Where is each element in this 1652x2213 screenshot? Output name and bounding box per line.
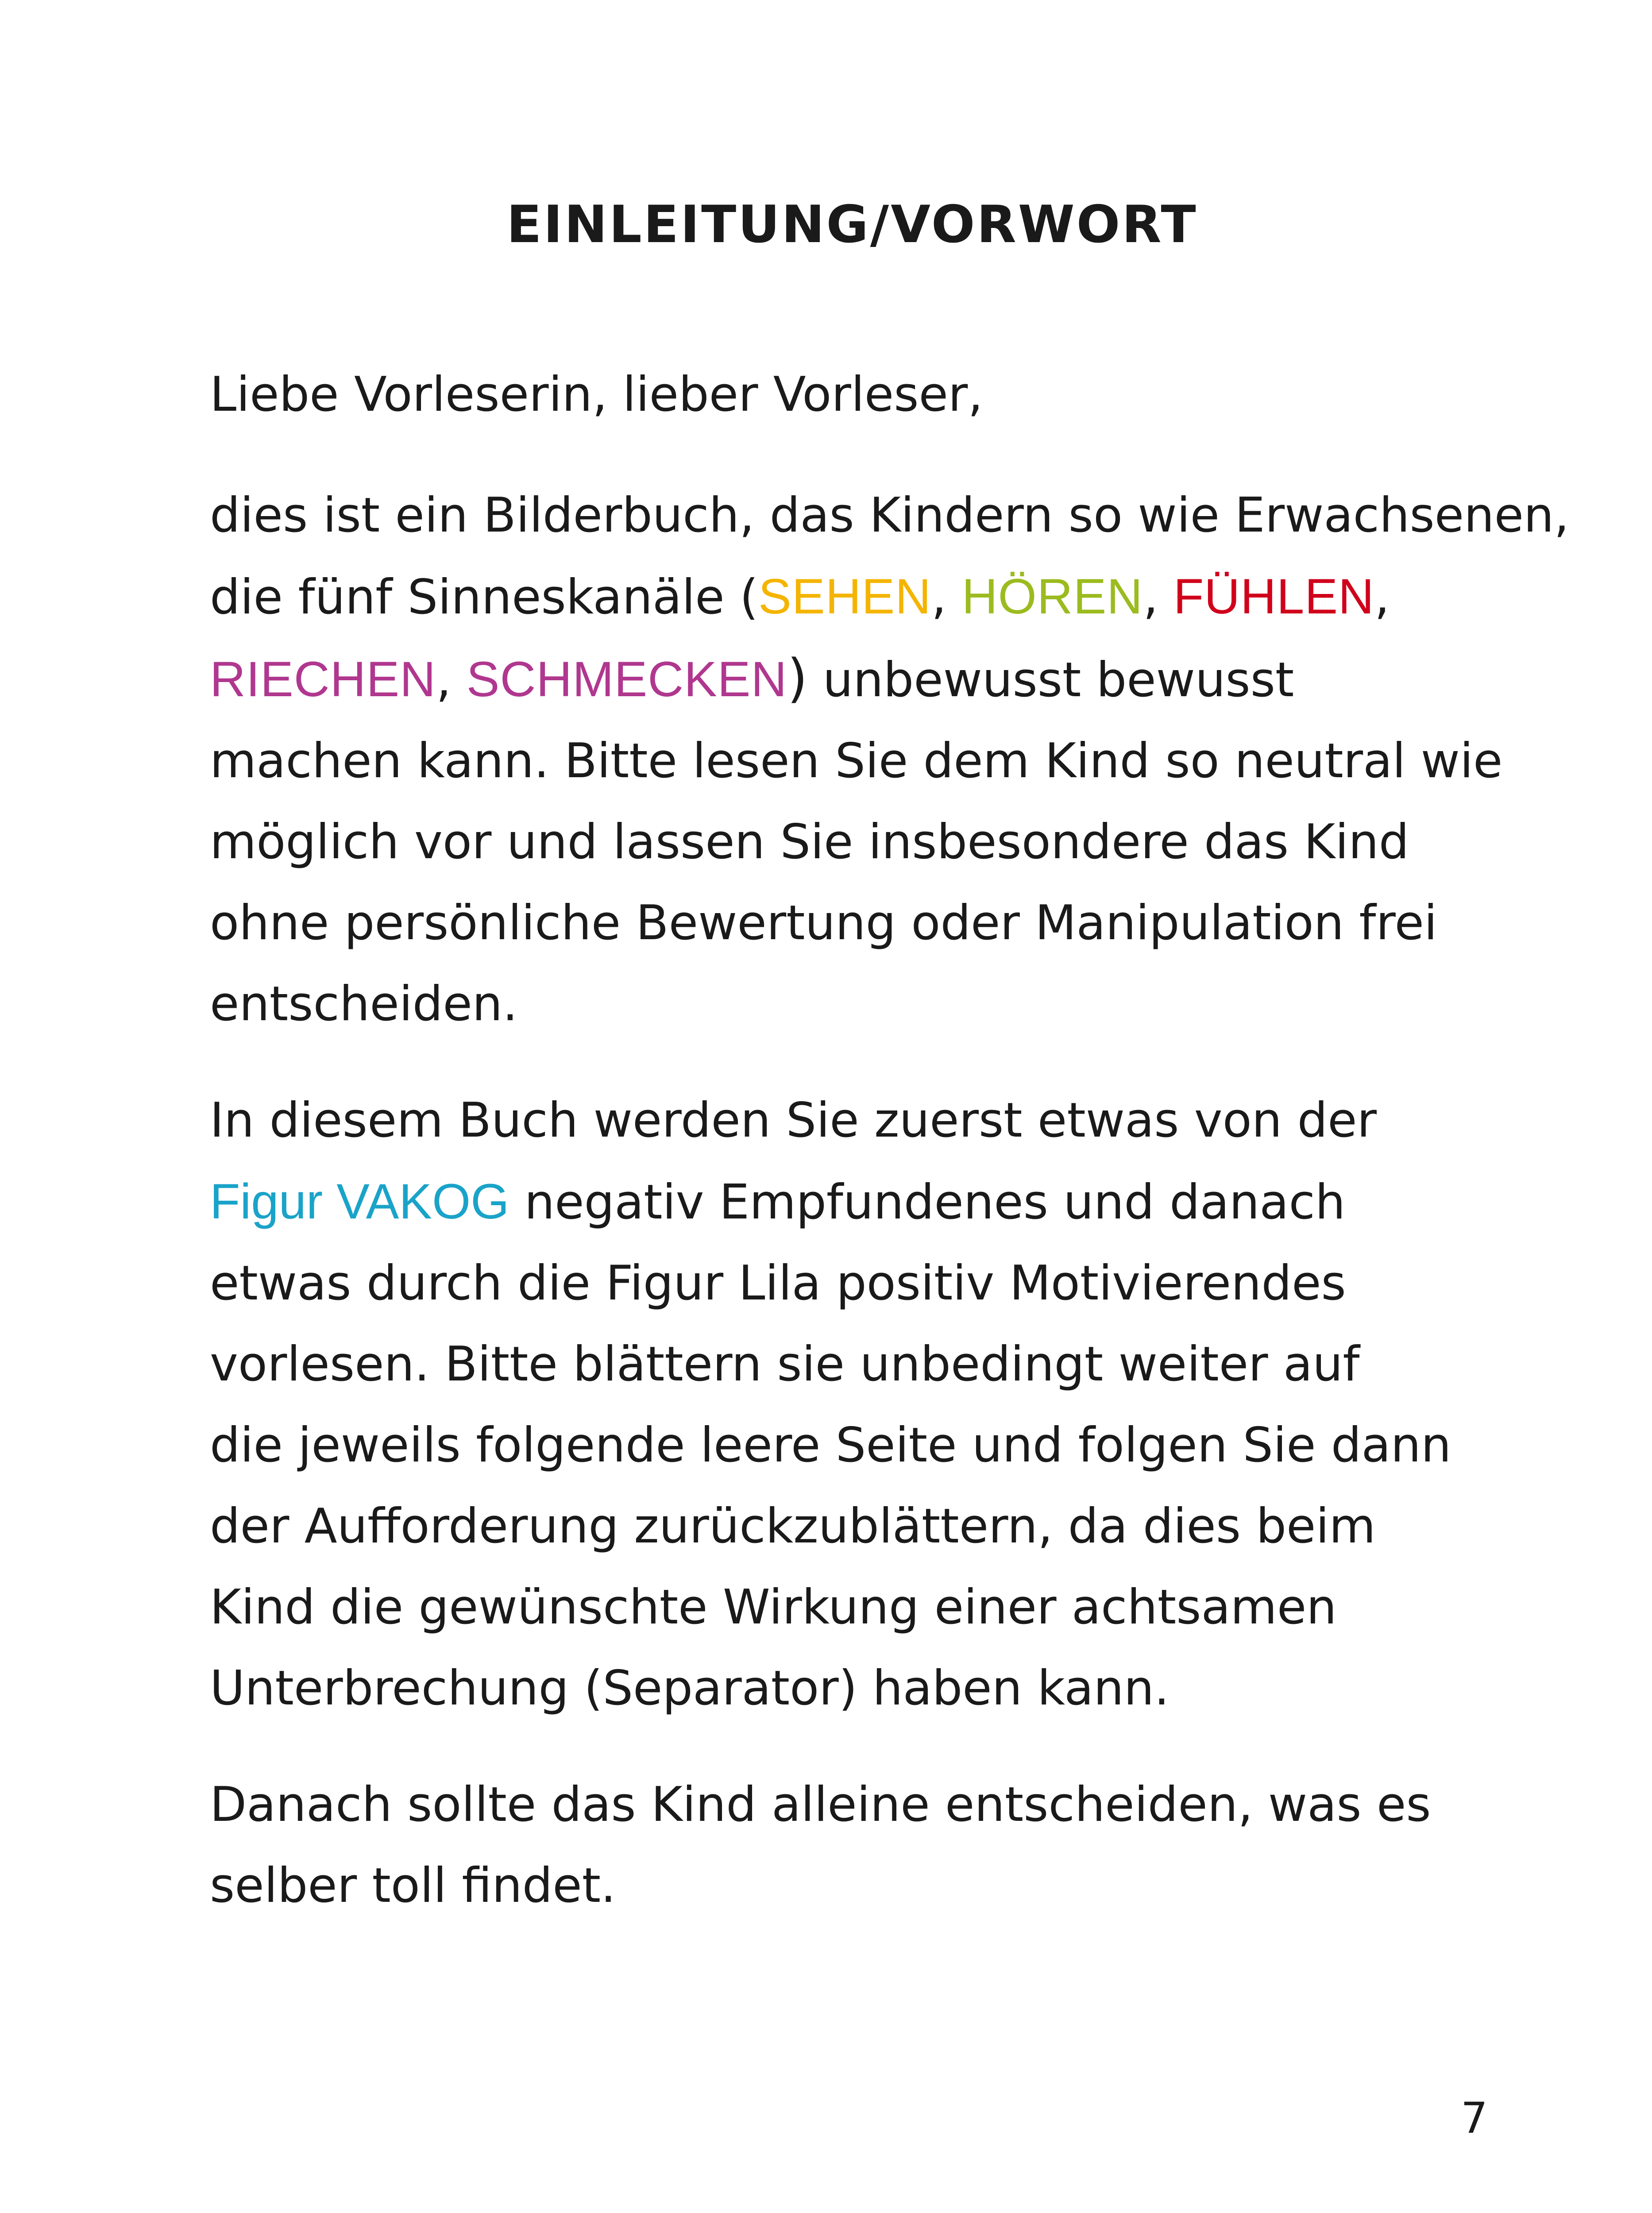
sense-hoeren: HÖREN [961,569,1143,624]
paragraph-2-line-7: Kind die gewünschte Wirkung einer achtsamen [210,1580,1337,1635]
paragraph-2 [210,1080,1538,1729]
paragraph-3-line-2: selber toll findet. [210,1858,616,1913]
paragraph-1-line-7: entscheiden. [210,976,518,1032]
close-paren: ) [787,648,808,709]
body-text [210,354,1569,1926]
paragraph-1-line-6: ohne persönliche Bewertung oder Manipulation frei [210,895,1437,951]
paragraph-2-line-5: die jeweils folgende leere Seite und folgen Sie dann [210,1418,1451,1473]
sense-schmecken: SCHMECKEN [466,652,787,707]
paragraph-1-line-3-rest: unbewusst bewusst [807,652,1294,708]
greeting [210,354,1538,435]
senses-intro: die fünf Sinneskanäle ( [210,570,759,625]
paragraph-1-line-4: machen kann. Bitte lesen Sie dem Kind so neutral wie [210,733,1503,789]
paragraph-2-line-6: der Aufforderung zurückzublättern, da dies beim [210,1499,1376,1554]
paragraph-1 [210,475,1569,1045]
page-title: EINLEITUNG/VORWORT [506,195,1198,254]
paragraph-2-line-1: In diesem Buch werden Sie zuerst etwas von der [210,1093,1377,1148]
paragraph-3 [210,1764,1538,1926]
paragraph-1-line-5: möglich vor und lassen Sie insbesondere das Kind [210,814,1409,870]
paragraph-2-line-8: Unterbrechung (Separator) haben kann. [210,1661,1170,1716]
paragraph-2-line-2-rest: negativ Empfundenes und danach [509,1175,1346,1230]
sense-fuehlen: FÜHLEN [1173,569,1374,624]
paragraph-3-line-1: Danach sollte das Kind alleine entscheiden, was es [210,1777,1431,1832]
paragraph-2-line-4: vorlesen. Bitte blättern sie unbedingt weiter auf [210,1337,1360,1392]
sense-riechen: RIECHEN [210,652,436,707]
separator-comma: , [1374,570,1390,625]
separator-comma: , [1143,570,1158,625]
separator-comma: , [436,652,452,708]
paragraph-2-line-3: etwas durch die Figur Lila positiv Motivierendes [210,1256,1346,1311]
figur-vakog: Figur VAKOG [210,1174,509,1229]
page-number: 7 [1461,2093,1488,2143]
greeting-line: Liebe Vorleserin, lieber Vorleser, [210,367,983,422]
paragraph-1-line-3 [210,638,1538,721]
sense-sehen: SEHEN [758,569,932,624]
paragraph-1-line-1: dies ist ein Bilderbuch, das Kindern so wie Erwachsenen, [210,488,1569,543]
paragraph-2-line-2 [210,1161,1538,1243]
separator-comma: , [931,570,947,625]
paragraph-1-line-2 [210,556,1538,638]
